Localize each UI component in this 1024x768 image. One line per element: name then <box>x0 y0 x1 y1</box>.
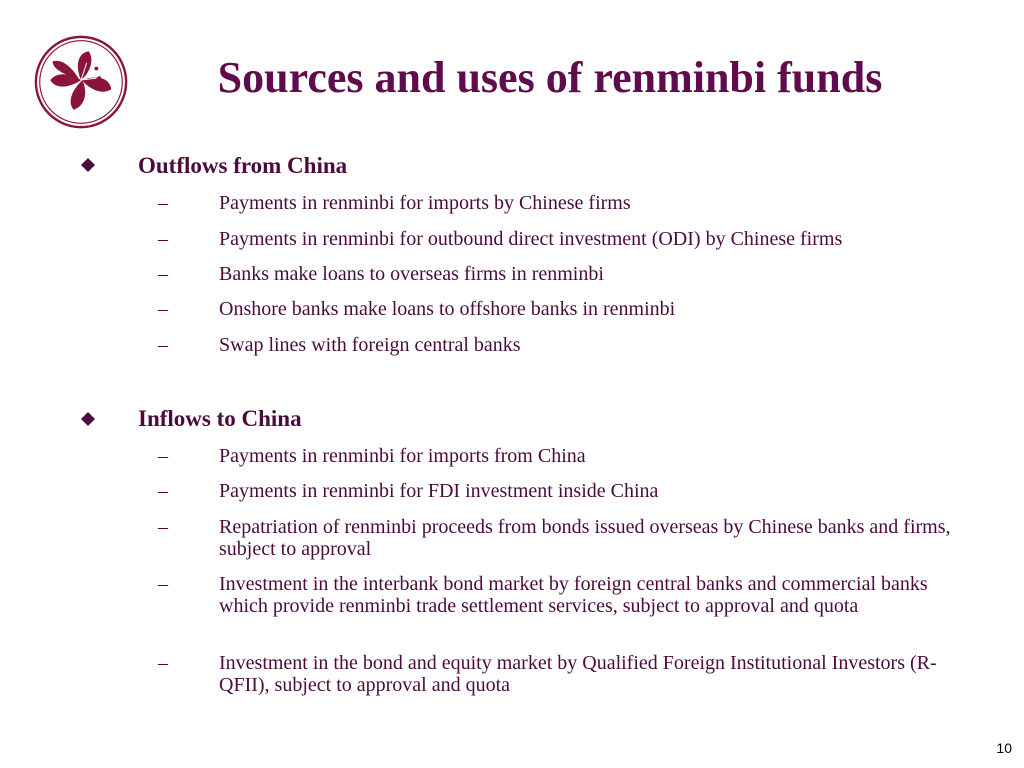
dash-bullet: – <box>158 263 168 285</box>
list-item-text: Investment in the interbank bond market by foreign central banks and commercial banks which provide renminbi trade settlement services, subject to approval and quota <box>219 573 928 617</box>
list-item-text: Payments in renminbi for imports by Chinese firms <box>219 192 631 214</box>
dash-bullet: – <box>158 228 168 250</box>
list-item-text: Repatriation of renminbi proceeds from bonds issued overseas by Chinese banks and firms, subject to approval <box>219 516 951 560</box>
dash-bullet: – <box>158 652 168 674</box>
dash-bullet: – <box>158 516 168 538</box>
page-number: 10 <box>996 740 1012 756</box>
list-item-text: Investment in the bond and equity market by Qualified Foreign Institutional Investors (R-QFII), subject to approval and quota <box>219 652 937 696</box>
list-item-text: Swap lines with foreign central banks <box>219 334 521 356</box>
list-item-text: Banks make loans to overseas firms in renminbi <box>219 263 604 285</box>
dash-bullet: – <box>158 192 168 214</box>
diamond-bullet-icon <box>80 411 96 427</box>
dash-bullet: – <box>158 445 168 467</box>
dash-bullet: – <box>158 480 168 502</box>
dash-bullet: – <box>158 334 168 356</box>
diamond-bullet-icon <box>80 157 96 173</box>
list-item-text: Onshore banks make loans to offshore banks in renminbi <box>219 298 676 320</box>
section-heading-inflows: Inflows to China <box>138 406 302 431</box>
dash-bullet: – <box>158 298 168 320</box>
section-heading-outflows: Outflows from China <box>138 153 348 178</box>
dash-bullet: – <box>158 573 168 595</box>
list-item-text: Payments in renminbi for outbound direct investment (ODI) by Chinese firms <box>219 228 843 250</box>
list-item-text: Payments in renminbi for imports from China <box>219 445 586 467</box>
list-item-text: Payments in renminbi for FDI investment inside China <box>219 480 659 502</box>
slide-title: Sources and uses of renminbi funds <box>217 53 883 102</box>
